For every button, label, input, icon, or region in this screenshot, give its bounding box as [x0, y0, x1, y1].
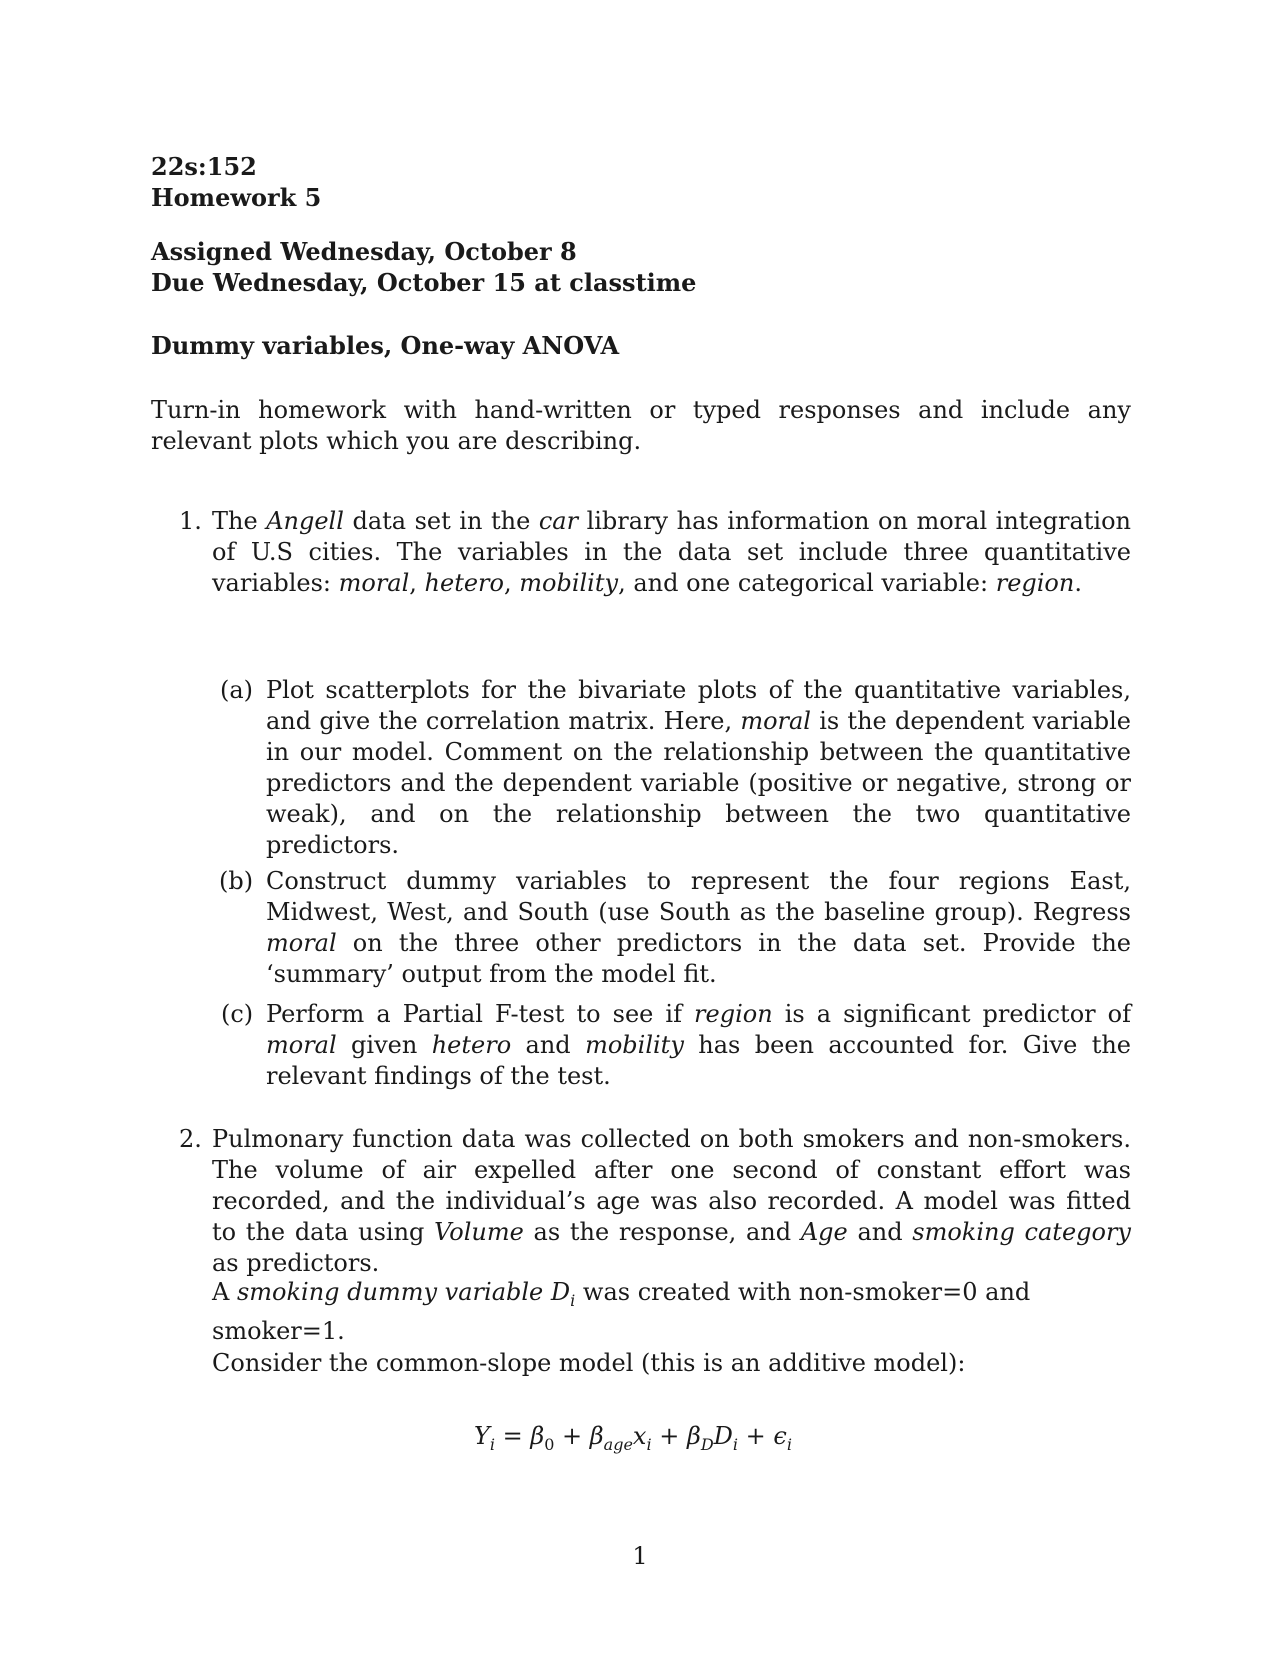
q1-text-part: , and one categorical variable:	[618, 569, 996, 597]
qb-text-part: on the three other predictors in the data set. Provide the ‘summary’ output from the model fit.	[266, 929, 1131, 988]
homework-title: Homework 5	[151, 183, 322, 212]
qb-moral: moral	[266, 929, 337, 957]
subquestion-b-text	[266, 866, 1131, 990]
qc-text-part: is a significant predictor of	[772, 1000, 1131, 1028]
qc-moral: moral	[266, 1031, 337, 1059]
q1-mobility: mobility	[519, 569, 619, 597]
q1-text-part: ,	[409, 569, 425, 597]
q2-text-part: was created with non-smoker=0 and smoker=1.	[212, 1278, 1031, 1345]
eq-beta-age: β	[589, 1422, 604, 1450]
common-slope-intro: Consider the common-slope model (this is an additive model):	[212, 1349, 966, 1377]
dummy-variable-paragraph	[212, 1277, 1131, 1347]
qc-mobility: mobility	[585, 1031, 684, 1059]
q1-text-part: library has information on moral integration of U.S cities. The variables in the data set include three quantitative variables:	[212, 507, 1131, 597]
q2-smoking-category: smoking category	[912, 1218, 1131, 1246]
q2-age: Age	[800, 1218, 848, 1246]
q2-d-symbol: D	[550, 1278, 571, 1306]
q1-text-part: data set in the	[343, 507, 539, 535]
eq-d: D	[713, 1422, 733, 1450]
q1-text-part: The	[212, 507, 267, 535]
eq-sub: age	[603, 1434, 633, 1454]
eq-beta0: β	[530, 1422, 545, 1450]
eq-sub: i	[732, 1434, 739, 1454]
q1-car: car	[538, 507, 579, 535]
eq-equals: =	[494, 1422, 531, 1450]
page-number: 1	[632, 1542, 648, 1570]
qc-text-part: given	[336, 1031, 432, 1059]
subquestion-c-text	[266, 999, 1131, 1092]
intro-paragraph: Turn-in homework with hand-written or typed responses and include any relevant plots which you are describing.	[151, 396, 1131, 455]
q1-moral: moral	[338, 569, 410, 597]
subquestion-c-label: (c)	[221, 1000, 254, 1028]
q1-hetero: hetero	[424, 569, 504, 597]
model-equation	[0, 1421, 1273, 1460]
eq-plus: +	[554, 1422, 590, 1450]
qc-text-part: has been accounted for. Give the relevant findings of the test.	[266, 1031, 1132, 1090]
eq-sub: 0	[544, 1434, 555, 1454]
assigned-date: Assigned Wednesday, October 8	[151, 237, 577, 266]
eq-beta-d: β	[686, 1422, 701, 1450]
qc-text-part: and	[511, 1031, 586, 1059]
dates-block	[151, 236, 1131, 298]
qa-moral: moral	[740, 707, 811, 735]
qb-text-part: Construct dummy variables to represent the four regions East, Midwest, West, and South (use South as the baseline group). Regress	[266, 867, 1131, 926]
question-1-number: 1.	[179, 507, 202, 535]
subquestion-a-text	[266, 675, 1131, 861]
eq-plus: +	[651, 1422, 687, 1450]
header-block	[151, 151, 1131, 213]
topic-heading: Dummy variables, One-way ANOVA	[151, 331, 620, 360]
eq-sub: i	[786, 1434, 792, 1454]
course-code: 22s:152	[151, 152, 257, 181]
eq-plus: +	[738, 1422, 774, 1450]
q2-text-part: and	[847, 1218, 913, 1246]
qa-text-part: Plot scatterplots for the bivariate plots of the quantitative variables, and give the correlation matrix. Here,	[266, 676, 1131, 735]
question-1-text	[212, 506, 1131, 599]
q1-text-part: ,	[503, 569, 520, 597]
question-2-text	[212, 1124, 1131, 1279]
q2-text-part: Pulmonary function data was collected on both smokers and non-smokers. The volume of air expelled after one second of constant effort was recorded, and the individual’s age was also recorded. A model was fitted to the data using	[212, 1125, 1131, 1246]
q2-text-part: A	[212, 1278, 237, 1306]
q2-dummy-term: smoking dummy variable	[236, 1278, 544, 1306]
q1-region: region	[995, 569, 1075, 597]
eq-x: x	[632, 1422, 647, 1450]
q1-text-part: .	[1074, 569, 1082, 597]
question-2-number: 2.	[179, 1125, 202, 1153]
eq-y: Y	[474, 1422, 490, 1450]
qc-hetero: hetero	[431, 1031, 512, 1059]
qc-region: region	[694, 1000, 773, 1028]
q2-text-part: as predictors.	[212, 1249, 380, 1277]
eq-sub: i	[489, 1434, 495, 1454]
qc-text-part: Perform a Partial F-test to see if	[266, 1000, 695, 1028]
due-date: Due Wednesday, October 15 at classtime	[151, 268, 697, 297]
subquestion-b-label: (b)	[219, 867, 254, 895]
eq-sub: i	[646, 1434, 652, 1454]
eq-epsilon: ϵ	[773, 1422, 787, 1450]
q2-d-subscript: i	[570, 1290, 576, 1310]
q2-volume: Volume	[434, 1218, 524, 1246]
subquestion-a-label: (a)	[220, 676, 254, 704]
qa-text-part: is the dependent variable in our model. Comment on the relationship between the quantitative predictors and the dependent variable (positive or negative, strong or weak), and on the relationship between the two quantitative predictors.	[266, 707, 1132, 859]
eq-sub: D	[700, 1434, 714, 1454]
q2-text-part: as the response, and	[523, 1218, 801, 1246]
q1-angell: Angell	[266, 507, 344, 535]
